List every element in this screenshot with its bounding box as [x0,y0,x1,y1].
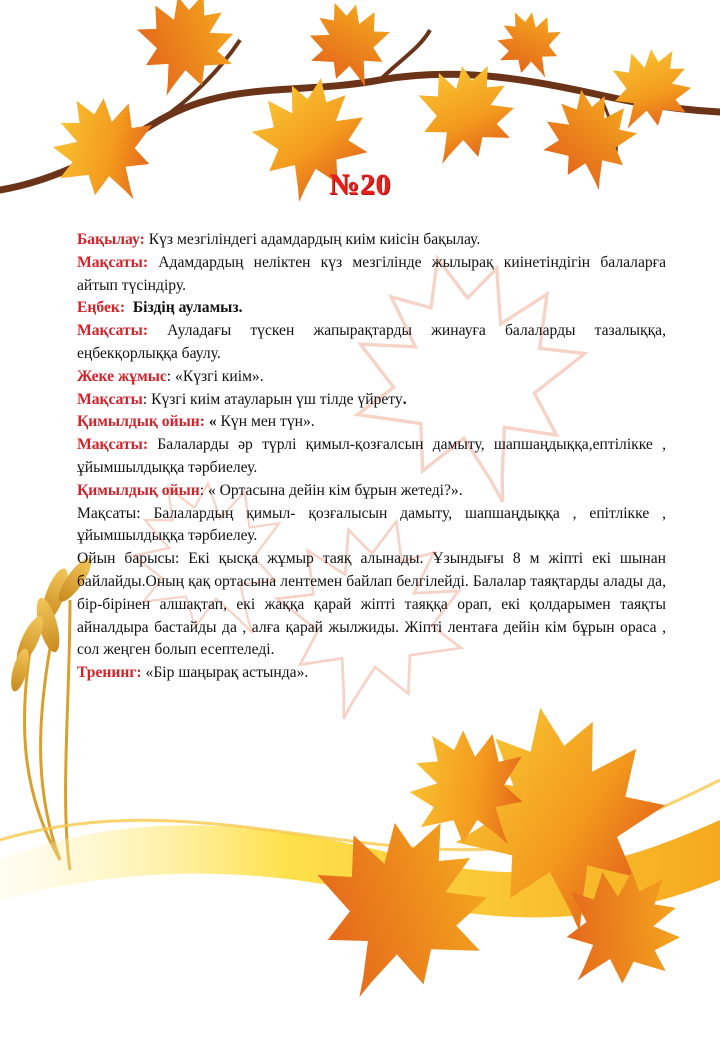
game-line-2 [77,480,666,503]
goal-text-3: : Күзгі киім атауларын үш тілде үйрету [142,390,403,408]
game-text-2: : « Ортасына дейін кім бұрын жетеді?». [199,481,463,499]
goal-label-1: Мақсаты: [77,253,149,271]
goal-line-2 [77,320,666,366]
training-line [77,662,666,685]
training-label: Тренинг: [77,664,142,682]
game-progress: Ойын барысы: Екі қысқа жұмыр таяқ алынады. Ұзындығы 8 м жіпті екі шынан байлайды.Оның қақ ортасына лентемен байлап белгілейді. Балалар таяқтарды алады да, бір-бірінен алшақтап, екі жаққа қарай жіпті таяққа орап, екі қолдарымен таяқты айналдыра бастайды да , алға қарай жылжиды. Жіпті лентаға дейін кім бұрын ораса , сол жеңген болып есептеледі. [77,550,666,659]
labor-text: Біздің ауламыз. [132,299,243,317]
goal-text-2: Ауладағы түскен жапырақтарды жинауға балаларды тазалыққа, еңбекқорлыққа баулу. [77,322,666,362]
goal-text-1: Адамдардың неліктен күз мезгілінде жылырақ киінетіндігін балаларға айтып түсіндіру. [77,253,666,294]
goal-label-2: Мақсаты: [77,322,149,340]
lesson-plan-text [77,229,666,685]
goal-text-4: Балаларды әр түрлі қимыл-қозғалсын дамыту, шапшаңдыққа,ептілікке , ұйымшылдыққа тәрбиелеу. [77,436,666,476]
observation-label: Бақылау: [77,231,145,248]
game-line-1 [77,411,666,434]
individual-work-text: : «Күзгі киім». [166,367,264,385]
individual-work-line [77,366,666,389]
observation-line [77,229,666,252]
goal-label-4: Мақсаты: [77,436,149,454]
individual-work-label: Жеке жұмыс [77,367,167,385]
training-text: «Бір шаңырақ астында». [141,664,309,682]
page-title: №20 [329,168,391,201]
goal-text-3-end: . [402,390,407,408]
labor-label: Еңбек: [77,299,126,317]
goal-line-4 [77,434,666,480]
game-label-2: Қимылдық ойын [77,481,200,499]
goal-line-3 [77,389,666,412]
goal-line-5: Мақсаты: Балалардың қимыл- қозғалысын дамыту, шапшаңдыққа , епітлікке , ұйымшылдыққа тәрбиелеу. [77,504,666,545]
goal-line-1 [77,252,666,298]
game-label-1: Қимылдық ойын: [77,413,205,431]
game-quote-1: « [208,413,221,431]
game-text-1: Күн мен түн». [220,413,315,431]
goal-label-3: Мақсаты [77,390,143,408]
observation-text: Күз мезгіліндегі адамдардың киім киісін бақылау. [144,231,481,248]
labor-line [77,297,666,320]
